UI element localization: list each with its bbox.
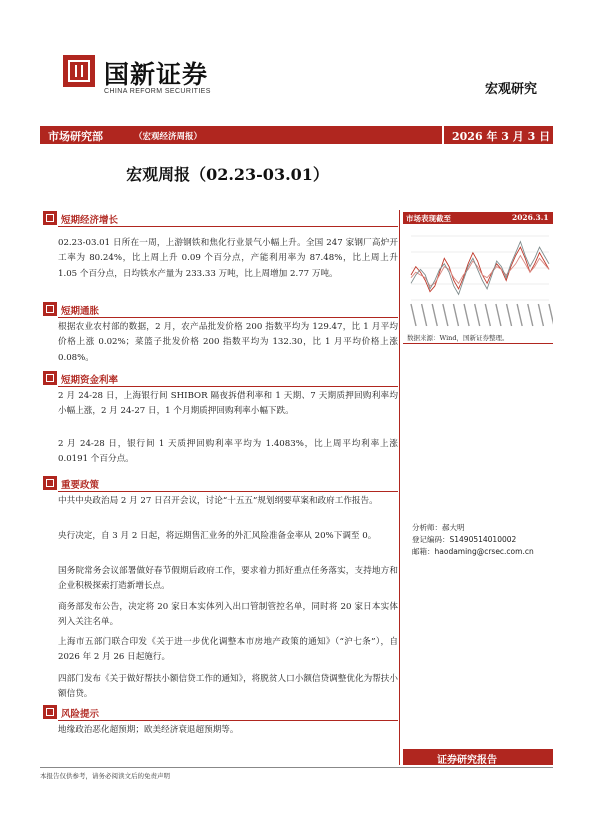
section-paragraph: 国务院常务会议部署做好春节假期后政府工作，要求着力抓好重点任务落实，支持地方和企业积极探索打造新增长点。	[58, 566, 398, 592]
analyst-name: 分析师：郝大明	[412, 523, 465, 532]
section-title: 风险提示	[61, 709, 100, 720]
document-type: 宏观研究	[485, 82, 538, 97]
section-title: 短期经济增长	[61, 215, 119, 226]
chart-x-tick-label	[475, 304, 480, 326]
report-label: 证券研究报告	[437, 755, 497, 766]
section-paragraph: 地缘政治恶化超预期；欧美经济衰退超预期等。	[58, 725, 239, 735]
section-paragraph: 上海市五部门联合印发《关于进一步优化调整本市房地产政策的通知》（“沪七条”），自 2026 年 2 月 26 日起施行。	[58, 637, 398, 663]
chart-x-tick-label	[422, 304, 427, 326]
section-rule	[58, 386, 398, 387]
analyst-email[interactable]: 邮箱：haodaming@crsec.com.cn	[412, 547, 534, 556]
chart-x-ticks	[411, 304, 553, 326]
chart-x-tick-label	[517, 304, 522, 326]
market-performance-chart	[403, 226, 553, 330]
section-icon	[43, 371, 57, 385]
chart-source: 数据来源：Wind，国新证券整理。	[407, 334, 509, 342]
chart-x-tick-label	[443, 304, 448, 326]
chart-x-tick-label	[464, 304, 469, 326]
section-paragraph: 商务部发布公告，决定将 20 家日本实体列入出口管制管控名单，同时将 20 家日本实体列入关注名单。	[58, 602, 398, 628]
section-rule	[58, 226, 398, 227]
department-label: 市场研究部	[48, 130, 103, 143]
section-paragraph: 四部门发布《关于做好帮扶小额信贷工作的通知》，将脱贫人口小额信贷调整优化为帮扶小额信贷。	[58, 674, 398, 700]
section-title: 重要政策	[61, 480, 100, 491]
section-paragraph: 2 月 24-28 日，上海银行间 SHIBOR 隔夜拆借利率和 1 天期、7 天期质押回购利率均小幅上涨，2 月 24-27 日，1 个月期质押回购利率小幅下跌。	[58, 391, 398, 417]
disclaimer: 本报告仅供参考，请务必阅读文后的免责声明	[40, 772, 170, 780]
section-icon	[43, 211, 57, 225]
section-icon	[43, 705, 57, 719]
chart-x-tick-label	[538, 304, 543, 326]
footer-divider	[40, 767, 553, 768]
chart-x-tick-label	[411, 304, 416, 326]
column-divider	[399, 210, 400, 765]
section-title: 短期通胀	[61, 306, 100, 317]
chart-x-tick-label	[528, 304, 533, 326]
side-divider	[403, 343, 553, 344]
section-rule	[58, 491, 398, 492]
section-paragraph: 2 月 24-28 日，银行间 1 天质押回购利率平均为 1.4083%，比上周平均利率上涨 0.0191 个百分点。	[58, 439, 398, 465]
section-rule	[58, 720, 398, 721]
company-logo-icon	[63, 55, 95, 87]
section-paragraph: 02.23-03.01 日所在一周，上游钢铁和焦化行业景气小幅上升。全国 247 家钢厂高炉开工率为 80.24%，比上周上升 0.09 个百分点，产能利用率为 87.48%，比上周上升 1.05 个百分点，日均铁水产量为 233.33 万吨，比上周增加 2.77 万吨。	[58, 238, 398, 279]
chart-x-tick-label	[485, 304, 490, 326]
market-performance-label: 市场表现截至	[406, 214, 451, 223]
section-paragraph: 央行决定，自 3 月 2 日起，将远期售汇业务的外汇风险准备金率从 20%下调至 0。	[58, 531, 377, 541]
section-icon	[43, 302, 57, 316]
section-rule	[58, 317, 398, 318]
chart-x-tick-label	[453, 304, 458, 326]
market-performance-date: 2026.3.1	[512, 213, 549, 222]
section-paragraph: 根据农业农村部的数据，2 月，农产品批发价格 200 指数平均为 129.47，比 1 月平均价格上涨 0.02%；菜篮子批发价格 200 指数平均为 132.30，比 1 月平均价格上涨 0.08%。	[58, 322, 398, 363]
section-title: 短期资金利率	[61, 375, 119, 386]
chart-x-tick-label	[549, 304, 553, 326]
header-bar-divider	[442, 126, 444, 144]
chart-x-tick-label	[432, 304, 437, 326]
section-paragraph: 中共中央政治局 2 月 27 日召开会议，讨论“十五五”规划纲要草案和政府工作报告。	[58, 496, 378, 506]
analyst-cert: 登记编码：S1490514010002	[412, 535, 517, 544]
page-title: 宏观周报（02.23-03.01）	[126, 165, 329, 184]
company-name: 国新证券	[104, 60, 209, 89]
section-icon	[43, 476, 57, 490]
chart-series-line	[411, 256, 549, 287]
report-date: 2026 年 3 月 3 日	[452, 130, 551, 143]
report-series-label: （宏观经济周报）	[134, 132, 203, 142]
chart-x-tick-label	[507, 304, 512, 326]
chart-x-tick-label	[496, 304, 501, 326]
company-name-en: CHINA REFORM SECURITIES	[104, 88, 211, 95]
